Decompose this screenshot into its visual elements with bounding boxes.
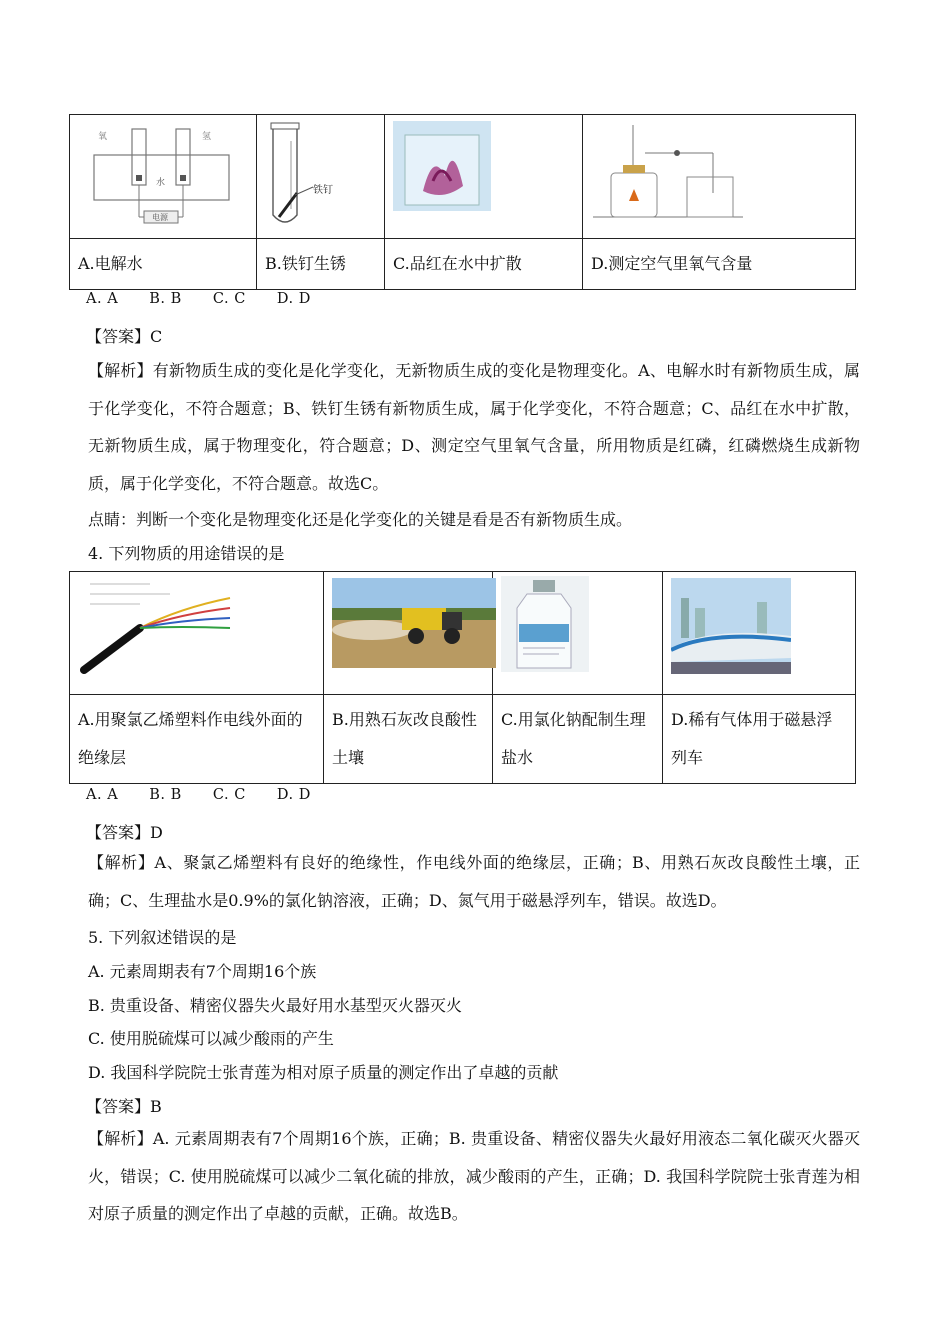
q4-choices xyxy=(86,787,337,803)
beaker-dye-diffusion-icon xyxy=(393,121,491,211)
q5-answer: 【答案】B xyxy=(86,1097,162,1116)
choice-c: C. C xyxy=(212,787,246,803)
fig-label-h2: 氢 xyxy=(202,132,212,142)
fig-label-o2: 氧 xyxy=(98,132,108,142)
electric-wire-icon xyxy=(80,578,240,678)
q5-option-b: B. 贵重设备、精密仪器失火最好用水基型灭火器灭火 xyxy=(88,996,462,1015)
q4-figure-train xyxy=(663,572,856,695)
q4-answer: 【答案】D xyxy=(86,823,163,842)
q4-title: 4. 下列物质的用途错误的是 xyxy=(88,544,285,563)
q3-table xyxy=(69,114,856,290)
q3-figure-nail xyxy=(257,115,385,239)
electrolysis-apparatus-icon xyxy=(84,125,244,229)
choice-b: B. B xyxy=(149,291,182,307)
q3-cell-b: B.铁钉生锈 xyxy=(257,239,385,290)
q3-choices xyxy=(86,291,337,307)
q3-figure-oxygen xyxy=(583,115,856,239)
choice-d: D. D xyxy=(276,787,311,803)
q5-option-a: A. 元素周期表有7个周期16个族 xyxy=(88,962,317,981)
q4-cell-c: C.用氯化钠配制生理盐水 xyxy=(493,695,663,784)
q4-figure-wire xyxy=(70,572,324,695)
q3-answer: 【答案】C xyxy=(86,327,163,346)
q3-tip: 点睛：判断一个变化是物理变化还是化学变化的关键是看是否有新物质生成。 xyxy=(88,510,633,529)
q4-analysis: 【解析】A、聚氯乙烯塑料有良好的绝缘性，作电线外面的绝缘层，正确；B、用熟石灰改良酸性土壤，正确；C、生理盐水是0.9%的氯化钠溶液，正确；D、氮气用于磁悬浮列车，错误。故选D。 xyxy=(88,853,860,910)
q3-cell-a: A.电解水 xyxy=(70,239,257,290)
farm-spreader-icon xyxy=(332,578,496,668)
choice-a: A. A xyxy=(86,787,119,803)
q3-figure-electrolysis xyxy=(70,115,257,239)
q5-analysis: 【解析】A. 元素周期表有7个周期16个族，正确；B. 贵重设备、精密仪器失火最好用液态二氧化碳灭火器灭火，错误；C. 使用脱硫煤可以减少二氧化硫的排放，减少酸雨的产生，正确；D. 我国科学院院士张青莲为相对原子质量的测定作出了卓越的贡献，正确。故选B。 xyxy=(88,1129,860,1223)
choice-c: C. C xyxy=(212,291,246,307)
q4-cell-b: B.用熟石灰改良酸性土壤 xyxy=(324,695,493,784)
choice-a: A. A xyxy=(86,291,119,307)
q4-table xyxy=(69,571,856,784)
q3-analysis: 【解析】有新物质生成的变化是化学变化，无新物质生成的变化是物理变化。A、电解水时有新物质生成，属于化学变化，不符合题意；B、铁钉生锈有新物质生成，属于化学变化，不符合题意；C、品红在水中扩散，无新物质生成，属于物理变化，符合题意；D、测定空气里氧气含量，所用物质是红磷，红磷燃烧生成新物质，属于化学变化，不符合题意。故选C。 xyxy=(88,361,860,493)
q3-figure-dye xyxy=(385,115,583,239)
maglev-train-icon xyxy=(671,578,791,674)
q4-cell-d: D.稀有气体用于磁悬浮列车 xyxy=(663,695,856,784)
q3-cell-d: D.测定空气里氧气含量 xyxy=(583,239,856,290)
q4-figure-field xyxy=(324,572,493,695)
fig-label-nail: 铁钉 xyxy=(313,185,333,196)
q4-cell-a: A.用聚氯乙烯塑料作电线外面的绝缘层 xyxy=(70,695,324,784)
q4-figure-saline xyxy=(493,572,663,695)
oxygen-measurement-apparatus-icon xyxy=(593,123,753,223)
q3-cell-c: C.品红在水中扩散 xyxy=(385,239,583,290)
test-tube-nail-icon xyxy=(265,121,375,231)
fig-label-power: 电源 xyxy=(152,213,168,222)
q5-option-c: C. 使用脱硫煤可以减少酸雨的产生 xyxy=(88,1029,334,1048)
saline-bottle-icon xyxy=(501,576,589,672)
fig-label-water: 水 xyxy=(156,178,166,188)
choice-b: B. B xyxy=(149,787,182,803)
q5-title: 5. 下列叙述错误的是 xyxy=(88,928,237,947)
q5-option-d: D. 我国科学院院士张青莲为相对原子质量的测定作出了卓越的贡献 xyxy=(88,1063,559,1082)
choice-d: D. D xyxy=(276,291,311,307)
